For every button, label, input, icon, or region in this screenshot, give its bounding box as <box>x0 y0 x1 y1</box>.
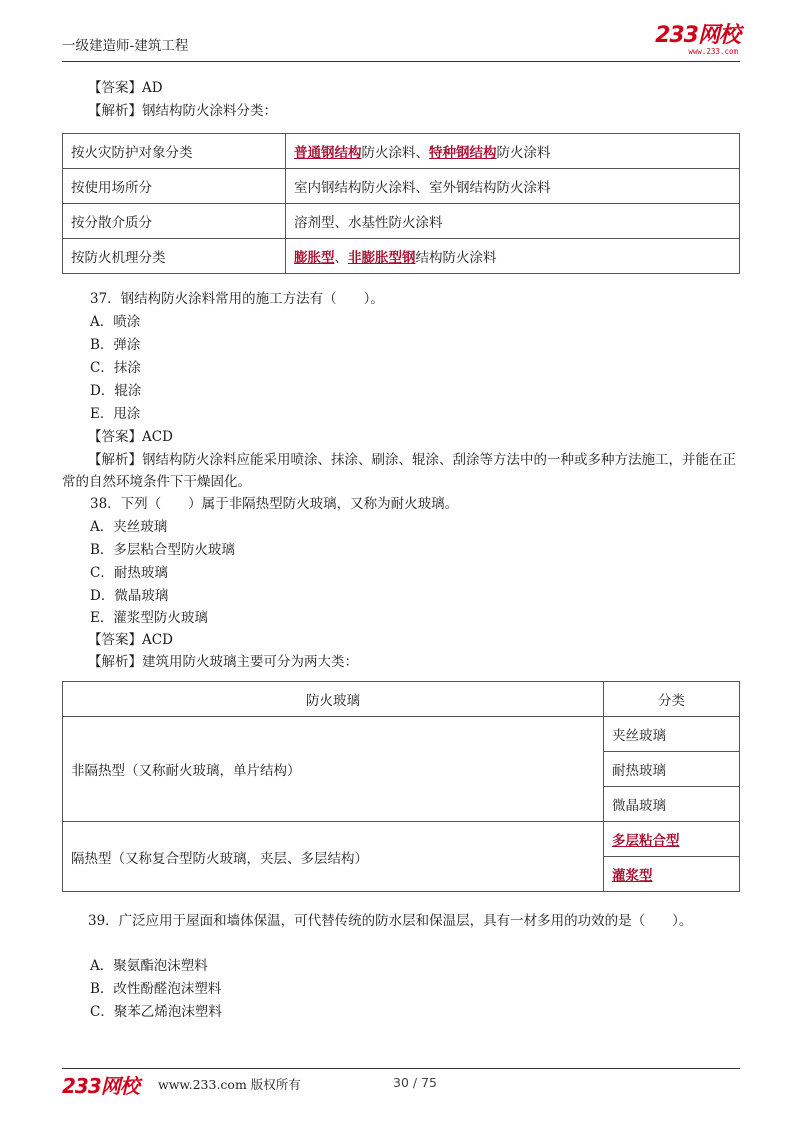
table-cell <box>604 857 740 892</box>
table-row <box>63 134 740 169</box>
highlight-term: 非膨胀型钢 <box>348 250 416 266</box>
q39-stem: 39．广泛应用于屋面和墙体保温，可代替传统的防水层和保温层，具有一材多用的功效的是（ ）。 <box>88 913 693 929</box>
column-header: 防火玻璃 <box>63 682 604 717</box>
q37-stem: 37．钢结构防火涂料常用的施工方法有（ ）。 <box>90 291 384 307</box>
q38-stem: 38．下列（ ）属于非隔热型防火玻璃，又称为耐火玻璃。 <box>90 496 459 512</box>
q37-analysis: 【解析】钢结构防火涂料应能采用喷涂、抹涂、刷涂、辊涂、刮涂等方法中的一种或多种方法施工，并能在正常的自然环境条件下干燥固化。 <box>62 452 736 490</box>
q37-option-e: E．甩涂 <box>90 406 141 422</box>
table-cell <box>604 822 740 857</box>
page-number: 30 / 75 <box>393 1075 437 1090</box>
header-divider <box>62 61 740 62</box>
table-cell: 按火灾防护对象分类 <box>63 134 286 169</box>
footer-divider <box>62 1068 740 1069</box>
q36-answer: 【答案】AD <box>88 80 163 96</box>
header-title: 一级建造师-建筑工程 <box>62 38 189 54</box>
cell-text: 结构防火涂料 <box>415 250 497 266</box>
highlight-term: 膨胀型 <box>294 250 335 266</box>
table-cell: 夹丝玻璃 <box>604 717 740 752</box>
table-cell: 溶剂型、水基性防火涂料 <box>286 204 740 239</box>
q39-option-b: B．改性酚醛泡沫塑料 <box>90 981 222 997</box>
highlight-term: 普通钢结构 <box>294 145 362 161</box>
q38-option-e: E．灌浆型防火玻璃 <box>90 610 208 626</box>
q37-option-b: B．弹涂 <box>90 337 141 353</box>
table-row <box>63 204 740 239</box>
table-cell: 按使用场所分 <box>63 169 286 204</box>
table-header-row <box>63 682 740 717</box>
fire-coating-classification-table <box>62 133 740 274</box>
cell-text: 防火涂料、 <box>361 145 429 161</box>
highlight-term: 灌浆型 <box>612 868 653 884</box>
logo-url: www.233.com <box>688 47 738 56</box>
logo-text: 233网校 <box>655 23 740 48</box>
fire-glass-table <box>62 681 740 892</box>
q38-answer: 【答案】ACD <box>88 632 173 648</box>
brand-logo[interactable] <box>655 24 740 56</box>
highlight-term: 特种钢结构 <box>429 145 497 161</box>
q37-option-d: D．辊涂 <box>90 383 142 399</box>
q37-answer: 【答案】ACD <box>88 429 173 445</box>
q38-option-b: B．多层粘合型防火玻璃 <box>90 542 235 558</box>
footer-copyright: www.233.com 版权所有 <box>158 1077 301 1092</box>
table-cell: 耐热玻璃 <box>604 752 740 787</box>
table-cell: 微晶玻璃 <box>604 787 740 822</box>
table-cell <box>286 239 740 274</box>
q37-option-c: C．抹涂 <box>90 360 141 376</box>
cell-text: 防火涂料 <box>496 145 551 161</box>
q38-option-d: D．微晶玻璃 <box>90 588 169 604</box>
table-row <box>63 717 740 752</box>
q36-analysis: 【解析】钢结构防火涂料分类： <box>88 103 277 119</box>
column-header: 分类 <box>604 682 740 717</box>
table-cell: 按防火机理分类 <box>63 239 286 274</box>
table-cell: 按分散介质分 <box>63 204 286 239</box>
table-cell: 隔热型（又称复合型防火玻璃，夹层、多层结构） <box>63 822 604 892</box>
highlight-term: 多层粘合型 <box>612 833 680 849</box>
table-row <box>63 239 740 274</box>
q37-option-a: A．喷涂 <box>90 314 141 330</box>
q38-option-c: C．耐热玻璃 <box>90 565 168 581</box>
table-cell: 非隔热型（又称耐火玻璃，单片结构） <box>63 717 604 822</box>
q38-option-a: A．夹丝玻璃 <box>90 519 168 535</box>
table-row <box>63 169 740 204</box>
q38-analysis: 【解析】建筑用防火玻璃主要可分为两大类： <box>88 654 358 670</box>
table-cell <box>286 134 740 169</box>
cell-text: 、 <box>334 250 348 266</box>
table-row <box>63 822 740 857</box>
footer-logo[interactable]: 233网校 <box>62 1074 139 1098</box>
table-cell: 室内钢结构防火涂料、室外钢结构防火涂料 <box>286 169 740 204</box>
page-header <box>62 23 740 60</box>
q39-option-a: A．聚氨酯泡沫塑料 <box>90 958 208 974</box>
q39-option-c: C．聚苯乙烯泡沫塑料 <box>90 1004 222 1020</box>
